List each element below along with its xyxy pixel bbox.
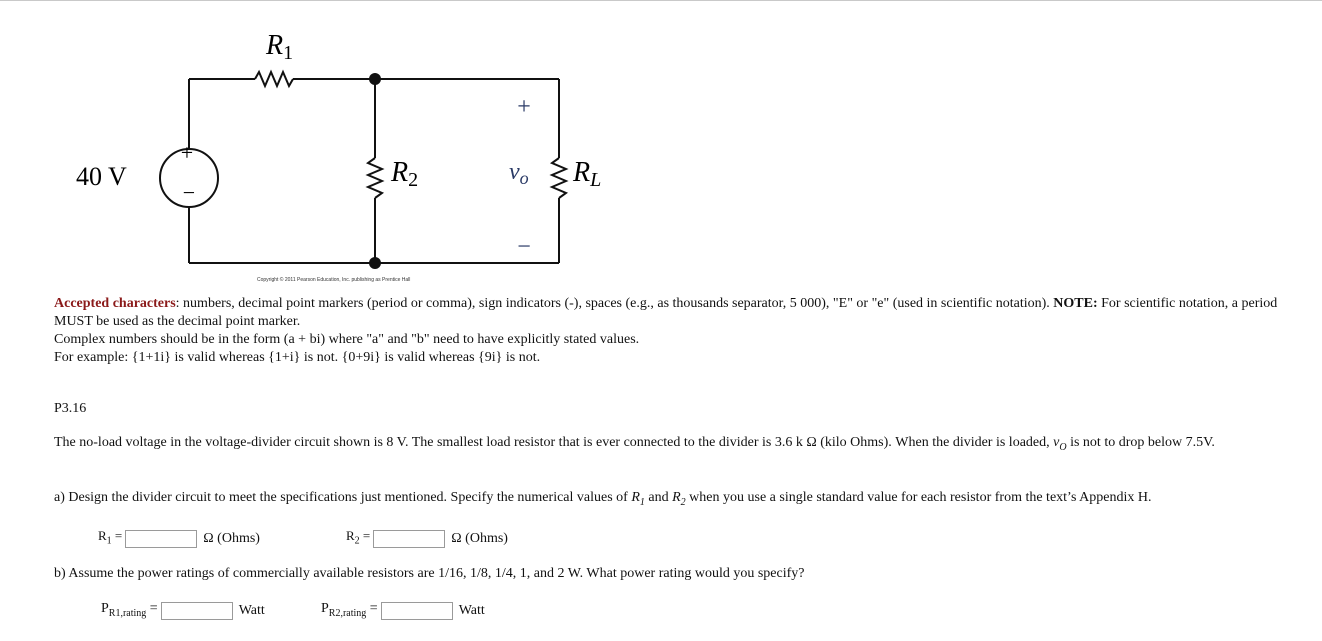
- source-plus: +: [180, 140, 194, 165]
- r2-symbol: $R_2$: [672, 490, 686, 508]
- note-text: For scientific notation, a period MUST be used as the decimal point marker.: [54, 296, 1278, 329]
- statement-text: The no-load voltage in the voltage-divider circuit shown is 8 V. The smallest load resistor that is ever connected to the divider is 3.6 k Ω (kilo Ohms). When the divider is loaded,: [54, 435, 1054, 450]
- p1-answer-label: $P_{R1,rating}$ =: [101, 601, 158, 619]
- r1-resistor: [255, 72, 293, 86]
- vo-label: $v_o$: [509, 159, 529, 188]
- p1-unit: Watt: [238, 603, 265, 619]
- source-voltage-label: 40 V: [76, 162, 127, 191]
- p1-answer-row: [101, 600, 265, 623]
- problem-statement: [54, 434, 1304, 457]
- r2-unit: Ω (Ohms): [451, 530, 508, 546]
- rl-resistor: [552, 158, 566, 198]
- output-minus: −: [517, 234, 531, 260]
- part-a-question: a) Design the divider circuit to meet the specifications just mentioned. Specify the numerical values of $R_1$ and $R_2$ when you use a single standard value for each resistor from the text’s Appendix H.: [54, 490, 1152, 508]
- accepted-characters-text: : numbers, decimal point markers (period or comma), sign indicators (-), spaces (e.g., as thousands separator, 5 000), "E" or "e" (used in scientific notation).: [175, 296, 1054, 311]
- complex-number-example: For example: {1+1i} is valid whereas {1+i} is not. {0+9i} is valid whereas {9i} is not.: [54, 350, 541, 365]
- r1-symbol: $R_1$: [631, 490, 645, 508]
- p2-answer-row: [321, 600, 485, 623]
- r2-resistor: [368, 158, 382, 198]
- part-b-question: b) Assume the power ratings of commercially available resistors are 1/16, 1/8, 1/4, 1, and 2 W. What power rating would you specify?: [54, 566, 805, 581]
- node-bottom: [369, 257, 381, 269]
- r1-answer-input[interactable]: [125, 530, 197, 548]
- source-minus: −: [182, 180, 196, 205]
- p2-answer-input[interactable]: [381, 602, 453, 620]
- r1-label: R1: [266, 30, 294, 64]
- p2-unit: Watt: [458, 603, 485, 619]
- copyright-notice: Copyright © 2011 Pearson Education, Inc. publishing as Prentice Hall: [257, 277, 411, 283]
- accepted-characters-title: Accepted characters: [54, 296, 176, 311]
- top-divider: [0, 0, 1322, 1]
- output-plus: +: [517, 94, 531, 120]
- r2-answer-input[interactable]: [373, 530, 445, 548]
- node-top: [369, 73, 381, 85]
- r1-unit: Ω (Ohms): [203, 530, 260, 546]
- r1-answer-label: $R_1$ =: [98, 528, 123, 547]
- rl-label: RL: [573, 157, 602, 191]
- note-label: NOTE:: [1053, 296, 1098, 311]
- accepted-characters-notice: [54, 295, 1316, 367]
- r2-answer-row: [346, 527, 508, 551]
- statement-text-end: is not to drop below 7.5V.: [1066, 435, 1215, 450]
- complex-number-rule: Complex numbers should be in the form (a + bi) where "a" and "b" need to have explicitly stated values.: [54, 332, 640, 347]
- vo-symbol: $v_O$: [1053, 435, 1067, 453]
- r2-label: R2: [391, 157, 419, 191]
- voltage-divider-circuit: [60, 18, 630, 288]
- accepted-characters-paragraph: [54, 295, 1316, 331]
- p2-answer-label: $P_{R2,rating}$ =: [321, 601, 378, 619]
- problem-id: P3.16: [54, 401, 87, 416]
- r1-answer-row: [98, 527, 260, 551]
- p1-answer-input[interactable]: [161, 602, 233, 620]
- r2-answer-label: $R_2$ =: [346, 528, 371, 547]
